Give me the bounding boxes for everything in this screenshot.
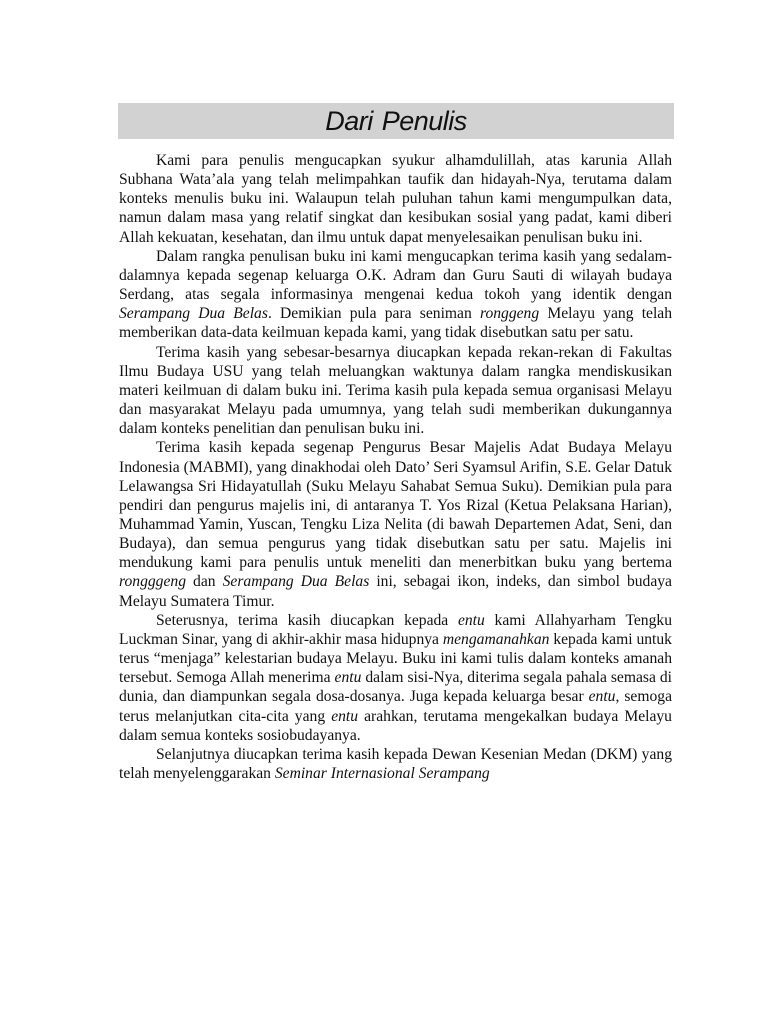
text-segment: Dalam rangka penulisan buku ini kami mengucapkan terima kasih yang sedalam-dalamnya kepada segenap keluarga O.K. Adram dan Guru Sauti di wilayah budaya Serdang, atas segala informasinya mengenai kedua tokoh yang identik dengan [119,247,672,304]
italic-text-segment: entu [331,707,359,725]
italic-text-segment: mengamanahkan [442,630,550,648]
italic-text-segment: ronggeng [479,305,540,323]
text-segment: . Demikian pula para seniman [267,305,480,323]
paragraph [119,438,672,610]
text-segment: dalam sisi-Nya, diterima segala pahala semasa di dunia, dan diampunkan segala dosa-dosanya. Juga kepada keluarga besar [119,669,672,706]
text-segment: Terima kasih kepada segenap Pengurus Besar Majelis Adat Budaya Melayu Indonesia (MABMI), yang dinakhodai oleh Dato’ Seri Syamsul Arifin, S.E. Gelar Datuk Lelawangsa Sri Hidayatullah (Suku Melayu Sahabat Semua Suku). Demikian pula para pendiri dan pengurus majelis ini, di antaranya T. Yos Rizal (Ketua Pelaksana Harian), Muhammad Yamin, Yuscan, Tengku Liza Nelita (di bawah Departemen Adat, Seni, dan Budaya), dan semua pengurus yang tidak disebutkan satu per satu. Majelis ini mendukung kami para penulis untuk meneliti dan menerbitkan buku yang bertema [119,439,672,572]
text-segment: Melayu yang telah memberikan data-data keilmuan kepada kami, yang tidak disebutkan satu per satu. [119,305,672,342]
italic-text-segment: entu [457,611,485,629]
italic-text-segment: Seminar Internasional Serampang [274,765,490,782]
paragraph [119,247,672,343]
text-segment: Terima kasih yang sebesar-besarnya diucapkan kepada rekan-rekan di Fakultas Ilmu Budaya USU yang telah meluangkan waktunya dalam rangka mendiskusikan materi keilmuan di dalam buku ini. Terima kasih pula kepada semua organisasi Melayu dan masyarakat Melayu pada umumnya, yang telah sudi memberikan dukungannya dalam konteks penelitian dan penulisan buku ini. [119,343,672,438]
paragraph [119,745,672,783]
italic-text-segment: rongggeng [119,573,186,591]
text-segment: arahkan, terutama mengekalkan budaya Melayu dalam semua konteks sosiobudayanya. [119,707,672,744]
text-segment: Selanjutnya diucapkan terima kasih kepada Dewan Kesenian Medan (DKM) yang telah menyelenggarakan [119,745,672,782]
italic-text-segment: entu [588,688,616,706]
text-segment: Kami para penulis mengucapkan syukur alhamdulillah, atas karunia Allah Subhana Wata’ala yang telah melimpahkan taufik dan hidayah-Nya, terutama dalam konteks menulis buku ini. Walaupun telah puluhan tahun kami mengumpulkan data, namun dalam masa yang relatif singkat dan kesibukan sosial yang padat, kami diberi Allah kekuatan, kesehatan, dan ilmu untuk dapat menyelesaikan penulisan buku ini. [119,152,672,246]
text-segment: dan [186,573,223,591]
italic-text-segment: Serampang Dua Belas [119,305,268,323]
text-segment: kepada kami untuk terus “menjaga” kelestarian budaya Melayu. Buku ini kami tulis dalam konteks amanah tersebut. Semoga Allah menerima [119,630,672,687]
text-segment: kami Allahyarham Tengku Luckman Sinar, yang di akhir-akhir masa hidupnya [119,611,672,648]
text-segment: , semoga terus melanjutkan cita-cita yang [119,688,672,725]
title-banner [118,103,674,139]
body-text [119,151,672,783]
text-segment: Seterusnya, terima kasih diucapkan kepada [156,611,458,629]
italic-text-segment: Serampang Dua Belas [222,573,370,591]
text-segment: ini, sebagai ikon, indeks, dan simbol budaya Melayu Sumatera Timur. [119,573,672,610]
paragraph [119,151,672,247]
page-title: Dari Penulis [325,105,467,136]
paragraph [119,343,672,439]
paragraph [119,611,672,745]
italic-text-segment: entu [334,669,362,687]
